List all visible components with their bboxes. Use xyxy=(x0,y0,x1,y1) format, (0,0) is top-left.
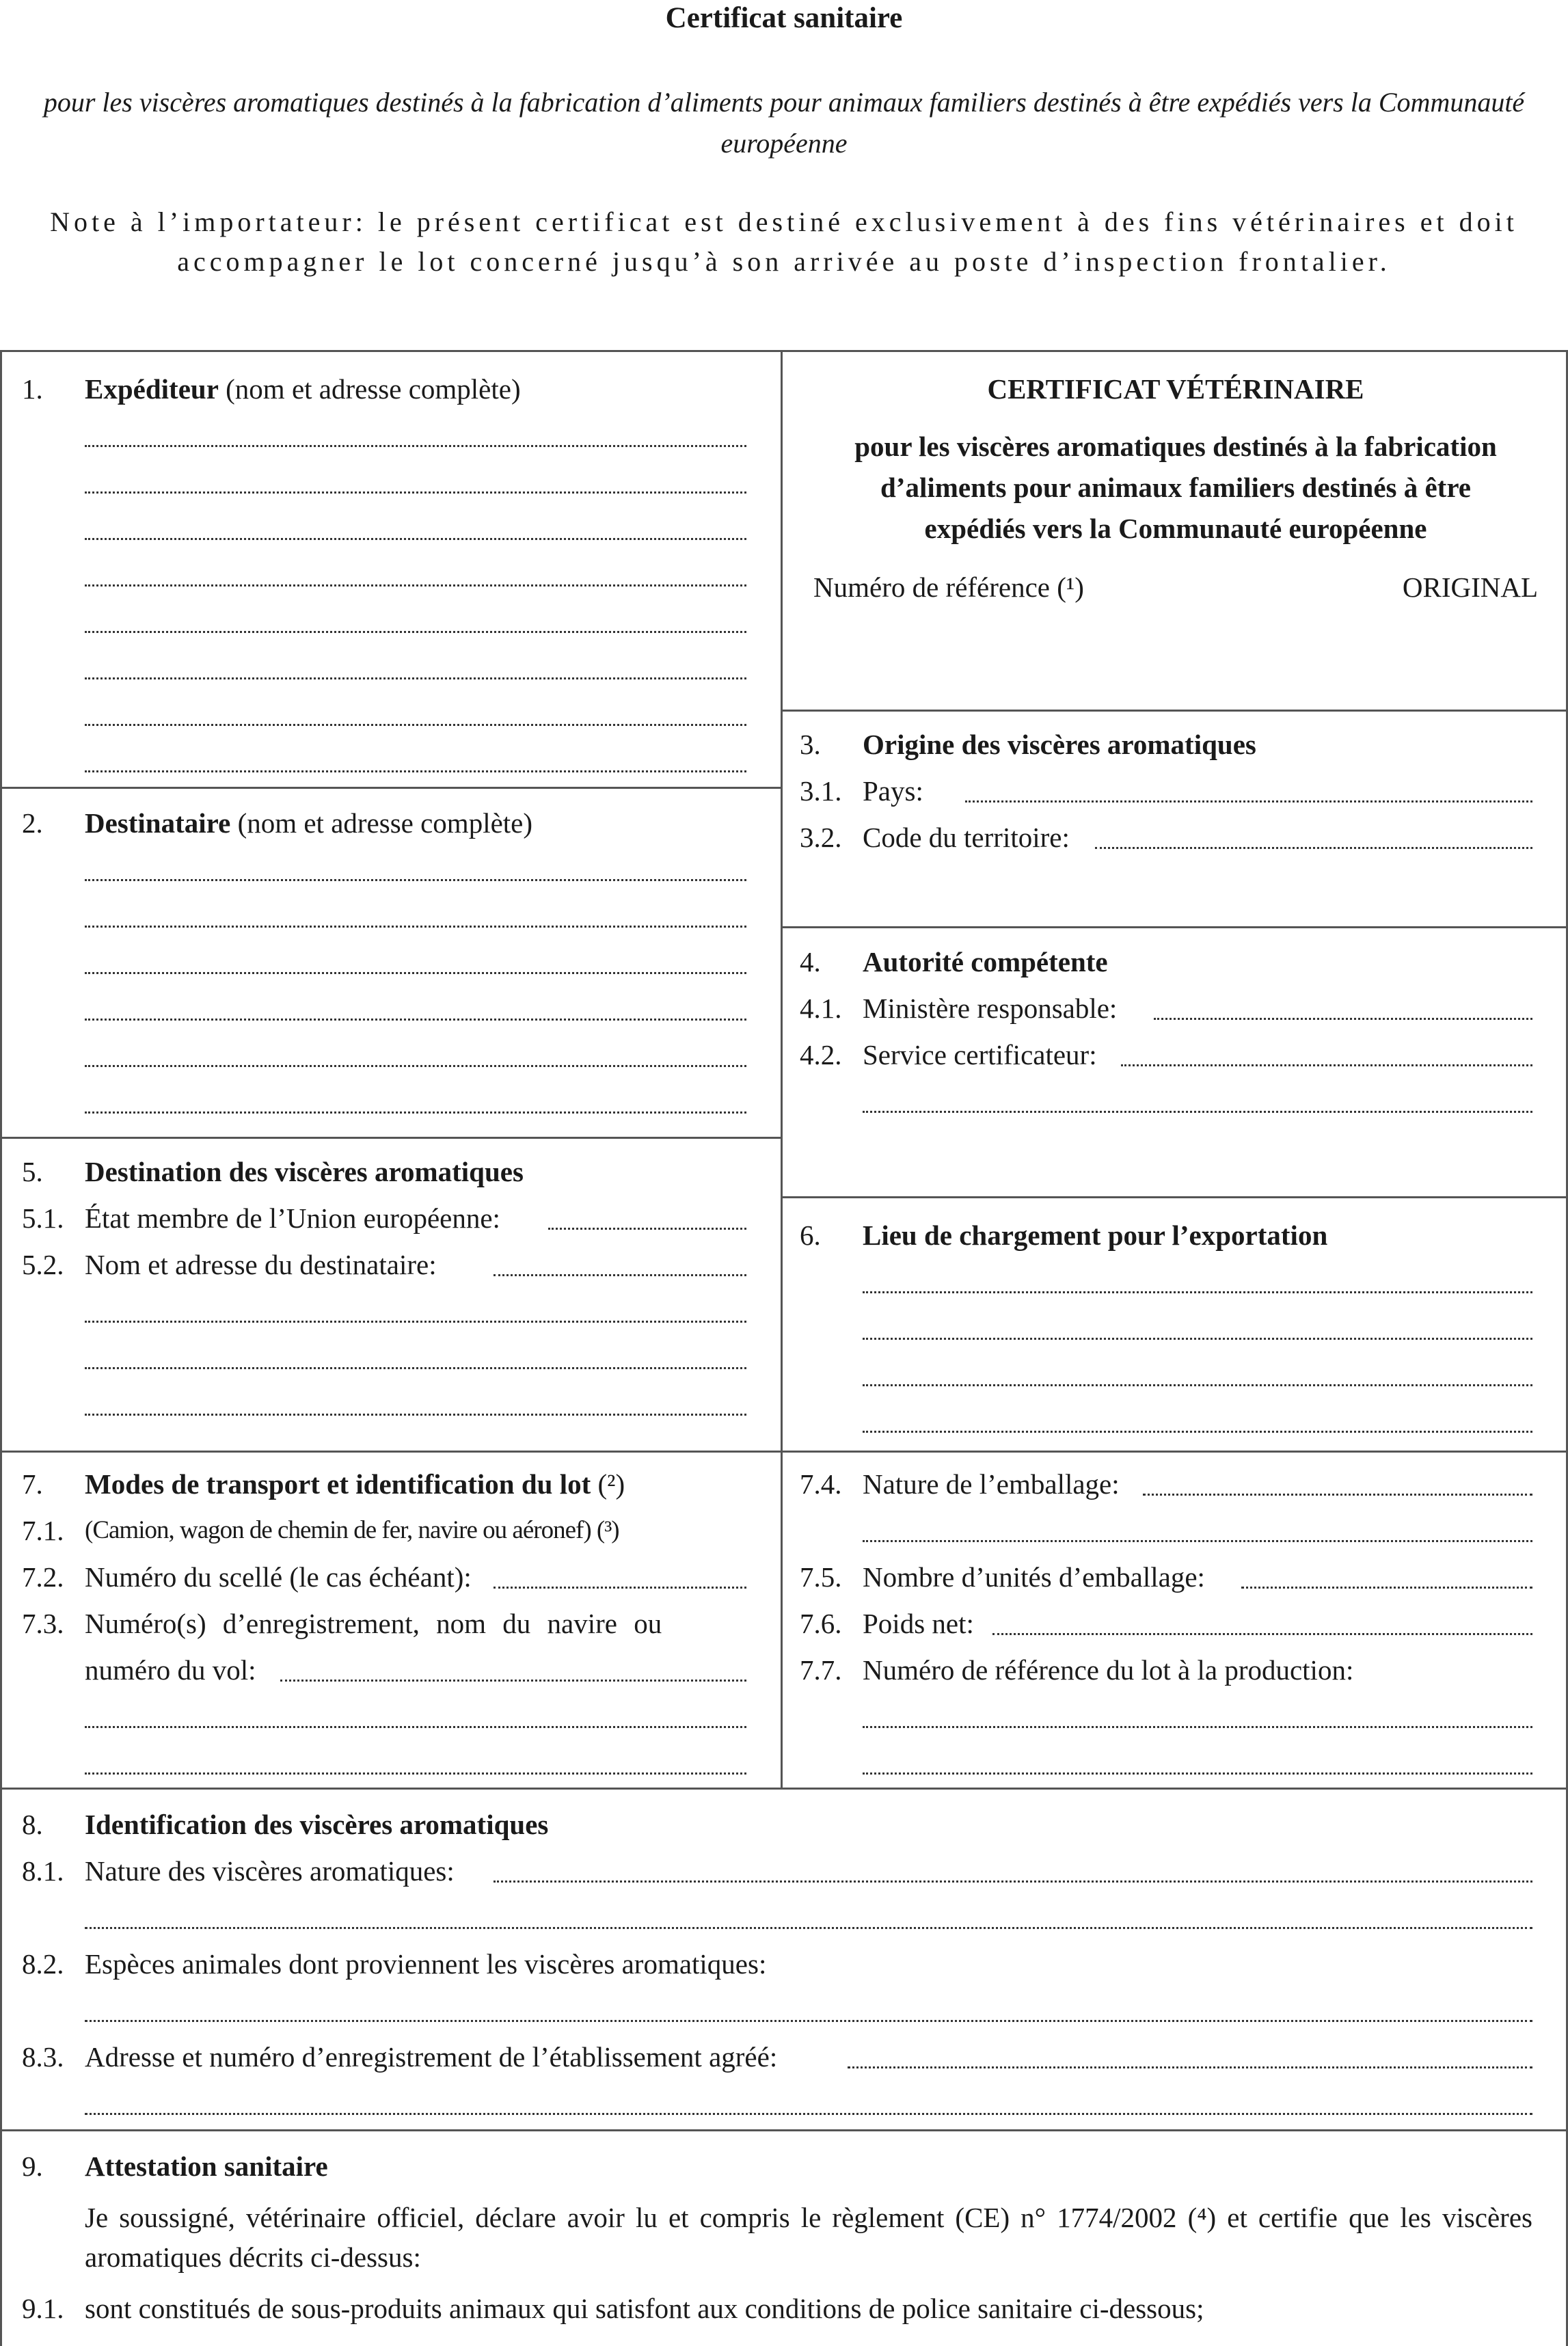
section-title: Lieu de chargement pour l’exportation xyxy=(863,1219,1328,1251)
flight-number-label: numéro du vol: xyxy=(85,1654,256,1686)
ministry-label: Ministère responsable: xyxy=(863,993,1118,1024)
fill-line[interactable] xyxy=(85,552,746,586)
territory-code-label: Code du territoire: xyxy=(863,822,1070,853)
divider-1-2 xyxy=(0,787,781,789)
certificate-subtitle: pour les viscères aromatiques destinés à la fabrication d’aliments pour animaux familiers destinés à être expédiés vers la Communauté européenne xyxy=(43,87,1525,159)
section-title-note: (²) xyxy=(591,1468,625,1500)
viscera-nature-field[interactable] xyxy=(494,1848,1532,1883)
divider-title-3 xyxy=(781,710,1568,712)
certificate-title: Certificat sanitaire xyxy=(665,2,903,34)
fill-line[interactable] xyxy=(85,1032,746,1067)
section-number: 5. xyxy=(22,1156,43,1187)
fill-line[interactable] xyxy=(863,1078,1532,1113)
fill-line[interactable] xyxy=(85,459,746,494)
section-4-autorite xyxy=(800,939,1532,1124)
seal-number-field[interactable] xyxy=(494,1554,746,1589)
fill-line[interactable] xyxy=(85,1079,746,1114)
fill-line[interactable] xyxy=(85,598,746,633)
certificate-title-box xyxy=(813,366,1538,610)
item-number: 7.6. xyxy=(800,1608,842,1639)
item-number: 7.1. xyxy=(22,1515,64,1546)
section-number: 1. xyxy=(22,373,43,405)
attestation-item-text: sont constitués de sous-produits animaux qui satisfont aux conditions de police sanitaire ci-dessous; xyxy=(85,2293,1204,2324)
section-number: 8. xyxy=(22,1809,43,1840)
fill-line[interactable] xyxy=(85,1334,746,1369)
fill-line[interactable] xyxy=(85,1288,746,1323)
fill-line[interactable] xyxy=(85,939,746,974)
section-title: Destination des viscères aromatiques xyxy=(85,1156,524,1187)
box-description: pour les viscères aromatiques destinés à la fabrication d’aliments pour animaux familiers destinés à être expédiés vers la Communauté européenne xyxy=(854,431,1497,544)
section-title: Autorité compétente xyxy=(863,946,1108,978)
section-number: 2. xyxy=(22,807,43,839)
section-7-packaging xyxy=(800,1461,1532,1786)
fill-line[interactable] xyxy=(863,1693,1532,1728)
consignee-label: Nom et adresse du destinataire: xyxy=(85,1249,437,1280)
package-count-label: Nombre d’unités d’emballage: xyxy=(863,1561,1205,1593)
item-number: 7.2. xyxy=(22,1561,64,1593)
attestation-statement: Je soussigné, vétérinaire officiel, déclare avoir lu et compris le règlement (CE) n° 1774/2002 (⁴) et certifie que les viscères aromatiques décrits ci-dessus: xyxy=(85,2202,1532,2273)
section-number: 3. xyxy=(800,729,821,760)
viscera-nature-label: Nature des viscères aromatiques: xyxy=(85,1855,455,1887)
fill-line[interactable] xyxy=(863,1740,1532,1775)
establishment-label: Adresse et numéro d’enregistrement de l’établissement agréé: xyxy=(85,2041,778,2073)
section-8-identification xyxy=(22,1801,1532,2127)
fill-line[interactable] xyxy=(85,645,746,679)
section-1-expediteur xyxy=(22,366,746,784)
certificate-form xyxy=(0,350,1568,2346)
item-number: 7.3. xyxy=(22,1608,64,1639)
section-suffix: (nom et adresse complète) xyxy=(230,807,533,839)
section-5-destination xyxy=(22,1148,746,1427)
section-6-lieu-chargement xyxy=(800,1212,1532,1444)
fill-line[interactable] xyxy=(863,1258,1532,1293)
section-number: 4. xyxy=(800,946,821,978)
fill-line[interactable] xyxy=(85,412,746,447)
fill-line[interactable] xyxy=(85,893,746,928)
left-border xyxy=(0,352,2,2346)
divider-7 xyxy=(0,1451,1568,1453)
fill-line[interactable] xyxy=(85,691,746,726)
section-9-attestation xyxy=(22,2143,1532,2332)
fill-line[interactable] xyxy=(85,1987,1532,2022)
section-number: 7. xyxy=(22,1468,43,1500)
net-weight-field[interactable] xyxy=(992,1600,1532,1635)
batch-reference-label: Numéro de référence du lot à la production: xyxy=(863,1654,1354,1686)
packaging-type-label: Nature de l’emballage: xyxy=(863,1468,1120,1500)
item-number: 5.2. xyxy=(22,1249,64,1280)
fill-line[interactable] xyxy=(85,738,746,772)
divider-3-4 xyxy=(781,926,1568,928)
section-title: Origine des viscères aromatiques xyxy=(863,729,1256,760)
establishment-field[interactable] xyxy=(848,2034,1532,2068)
certifying-service-field[interactable] xyxy=(1121,1032,1532,1066)
registration-number-label: Numéro(s) d’enregistrement, nom du navire ou xyxy=(85,1608,662,1639)
item-number: 5.1. xyxy=(22,1202,64,1234)
item-number: 3.2. xyxy=(800,822,842,853)
fill-line[interactable] xyxy=(863,1351,1532,1386)
fill-line[interactable] xyxy=(85,986,746,1021)
seal-number-label: Numéro du scellé (le cas échéant): xyxy=(85,1561,472,1593)
original-label: ORIGINAL xyxy=(1402,571,1538,603)
reference-number-label: Numéro de référence (¹) xyxy=(813,571,1084,603)
importer-note: Note à l’importateur: le présent certificat est destiné exclusivement à des fins vétérinaires et doit accompagner le lot concerné jusqu’à son arrivée au poste d’inspection frontalier. xyxy=(50,206,1518,277)
consignee-field[interactable] xyxy=(494,1241,746,1276)
fill-line[interactable] xyxy=(85,505,746,540)
item-number: 7.4. xyxy=(800,1468,842,1500)
section-suffix: (nom et adresse complète) xyxy=(218,373,521,405)
item-number: 3.1. xyxy=(800,775,842,807)
pays-label: Pays: xyxy=(863,775,923,807)
section-title: Destinataire xyxy=(85,807,231,839)
fill-line[interactable] xyxy=(85,1740,746,1775)
member-state-label: État membre de l’Union européenne: xyxy=(85,1202,500,1234)
member-state-field[interactable] xyxy=(548,1195,746,1230)
item-number: 8.2. xyxy=(22,1948,64,1980)
item-number: 4.1. xyxy=(800,993,842,1024)
fill-line[interactable] xyxy=(85,2080,1532,2115)
section-7-transport xyxy=(22,1461,746,1786)
section-3-origine xyxy=(800,721,1532,861)
transport-mode-label: (Camion, wagon de chemin de fer, navire ou aéronef) (³) xyxy=(85,1516,619,1544)
section-number: 6. xyxy=(800,1219,821,1251)
fill-line[interactable] xyxy=(863,1398,1532,1433)
section-2-destinataire xyxy=(22,800,746,1125)
registration-number-field[interactable] xyxy=(280,1647,746,1682)
ministry-field[interactable] xyxy=(1154,985,1532,1020)
packaging-type-field[interactable] xyxy=(1143,1461,1532,1496)
fill-line[interactable] xyxy=(863,1305,1532,1340)
box-heading: CERTIFICAT VÉTÉRINAIRE xyxy=(987,373,1364,405)
territory-code-field[interactable] xyxy=(1095,814,1532,849)
section-title: Attestation sanitaire xyxy=(85,2150,328,2182)
center-divider xyxy=(781,352,783,1788)
fill-line[interactable] xyxy=(85,1381,746,1416)
section-title: Identification des viscères aromatiques xyxy=(85,1809,549,1840)
net-weight-label: Poids net: xyxy=(863,1608,974,1639)
item-number: 4.2. xyxy=(800,1039,842,1070)
divider-9 xyxy=(0,2129,1568,2131)
fill-line[interactable] xyxy=(863,1507,1532,1542)
fill-line[interactable] xyxy=(85,846,746,881)
item-number: 9.1. xyxy=(22,2293,64,2324)
item-number: 8.1. xyxy=(22,1855,64,1887)
animal-species-label: Espèces animales dont proviennent les viscères aromatiques: xyxy=(85,1948,767,1980)
divider-8 xyxy=(0,1788,1568,1790)
section-number: 9. xyxy=(22,2150,43,2182)
divider-2-5 xyxy=(0,1137,781,1139)
package-count-field[interactable] xyxy=(1241,1554,1532,1589)
divider-4-6 xyxy=(781,1196,1568,1198)
fill-line[interactable] xyxy=(85,1693,746,1728)
section-title: Modes de transport et identification du lot xyxy=(85,1468,591,1500)
item-number: 8.3. xyxy=(22,2041,64,2073)
section-title: Expéditeur xyxy=(85,373,219,405)
pays-field[interactable] xyxy=(965,768,1532,803)
fill-line[interactable] xyxy=(85,1894,1532,1929)
item-number: 7.5. xyxy=(800,1561,842,1593)
certifying-service-label: Service certificateur: xyxy=(863,1039,1097,1070)
item-number: 7.7. xyxy=(800,1654,842,1686)
